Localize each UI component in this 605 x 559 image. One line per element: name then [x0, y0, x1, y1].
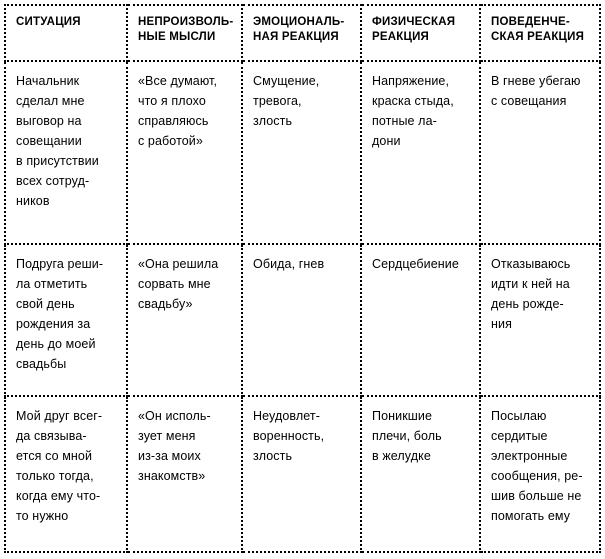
text-line: дони [372, 134, 401, 148]
text-line: потные ла- [372, 114, 437, 128]
text-line: зует меня [138, 429, 196, 443]
text-line: идти к ней на [491, 277, 570, 291]
table-row [4, 245, 601, 397]
text-line: Отказываюсь [491, 257, 571, 271]
text-line: свадьбу» [138, 297, 193, 311]
text-line: Поникшие [372, 409, 433, 423]
text-line: «Она решила [138, 257, 219, 271]
cell-situation [4, 245, 128, 397]
text-line: что я плохо [138, 94, 206, 108]
text-line: помогать ему [491, 509, 571, 523]
text-line: шив больше не [491, 489, 582, 503]
thought-record-table [4, 4, 601, 553]
text-line: из-за моих [138, 449, 201, 463]
table-row [4, 62, 601, 245]
cell-automatic-thoughts [128, 397, 243, 553]
text-line: всех сотруд- [16, 174, 90, 188]
text-line: Обида, гнев [253, 257, 325, 271]
text-line: Начальник [16, 74, 80, 88]
text-line: ется со мной [16, 449, 93, 463]
text-line: ФИЗИЧЕСКАЯ [372, 16, 456, 28]
text-line: ния [491, 317, 512, 331]
text-line: ПОВЕДЕНЧЕ- [491, 16, 570, 28]
text-line: ников [16, 194, 50, 208]
text-line: с совещания [491, 94, 567, 108]
cell-behavioral-reaction [481, 245, 601, 397]
thought-record-table-container [4, 4, 601, 553]
table-row [4, 397, 601, 553]
text-line: электронные [491, 449, 568, 463]
header-row [4, 4, 601, 62]
text-line: СКАЯ РЕАКЦИЯ [491, 31, 585, 43]
text-line: Сердцебиение [372, 257, 459, 271]
text-line: с работой» [138, 134, 203, 148]
text-line: ла отметить [16, 277, 88, 291]
column-header-behavioral-reaction [481, 4, 601, 62]
text-line: знакомств» [138, 469, 206, 483]
text-line: НЕПРОИЗВОЛЬ- [138, 16, 234, 28]
column-header-situation [4, 4, 128, 62]
cell-emotional-reaction [243, 245, 362, 397]
text-line: тревога, [253, 94, 302, 108]
cell-situation [4, 397, 128, 553]
text-line: Смущение, [253, 74, 320, 88]
text-line: сердитые [491, 429, 548, 443]
table-body [4, 62, 601, 553]
text-line: совещании [16, 134, 82, 148]
text-line: день рожде- [491, 297, 564, 311]
text-line: Посылаю [491, 409, 547, 423]
cell-automatic-thoughts [128, 245, 243, 397]
cell-physical-reaction [362, 245, 481, 397]
column-header-emotional-reaction [243, 4, 362, 62]
cell-behavioral-reaction [481, 397, 601, 553]
text-line: Мой друг всег- [16, 409, 103, 423]
text-line: сорвать мне [138, 277, 211, 291]
column-header-automatic-thoughts [128, 4, 243, 62]
text-line: «Все думают, [138, 74, 218, 88]
text-line: сообщения, ре- [491, 469, 583, 483]
text-line: Неудовлет- [253, 409, 320, 423]
text-line: да связыва- [16, 429, 87, 443]
cell-emotional-reaction [243, 62, 362, 245]
text-line: плечи, боль [372, 429, 442, 443]
table-header [4, 4, 601, 62]
text-line: в желудке [372, 449, 431, 463]
text-line: краска стыда, [372, 94, 454, 108]
cell-emotional-reaction [243, 397, 362, 553]
text-line: в присутствии [16, 154, 99, 168]
text-line: В гневе убегаю [491, 74, 581, 88]
text-line: Напряжение, [372, 74, 450, 88]
text-line: рождения за [16, 317, 91, 331]
cell-situation [4, 62, 128, 245]
cell-behavioral-reaction [481, 62, 601, 245]
text-line: Подруга реши- [16, 257, 104, 271]
text-line: злость [253, 449, 293, 463]
text-line: только тогда, [16, 469, 94, 483]
text-line: воренность, [253, 429, 325, 443]
text-line: РЕАКЦИЯ [372, 31, 429, 43]
text-line: ЭМОЦИОНАЛЬ- [253, 16, 345, 28]
text-line: свадьбы [16, 357, 67, 371]
text-line: выговор на [16, 114, 82, 128]
text-line: свой день [16, 297, 75, 311]
text-line: день до моей [16, 337, 96, 351]
text-line: НАЯ РЕАКЦИЯ [253, 31, 339, 43]
text-line: «Он исполь- [138, 409, 211, 423]
cell-physical-reaction [362, 62, 481, 245]
text-line: справляюсь [138, 114, 209, 128]
cell-automatic-thoughts [128, 62, 243, 245]
text-line: СИТУАЦИЯ [16, 16, 81, 28]
column-header-physical-reaction [362, 4, 481, 62]
text-line: то нужно [16, 509, 69, 523]
cell-physical-reaction [362, 397, 481, 553]
text-line: НЫЕ МЫСЛИ [138, 31, 216, 43]
text-line: когда ему что- [16, 489, 101, 503]
text-line: сделал мне [16, 94, 85, 108]
text-line: злость [253, 114, 293, 128]
